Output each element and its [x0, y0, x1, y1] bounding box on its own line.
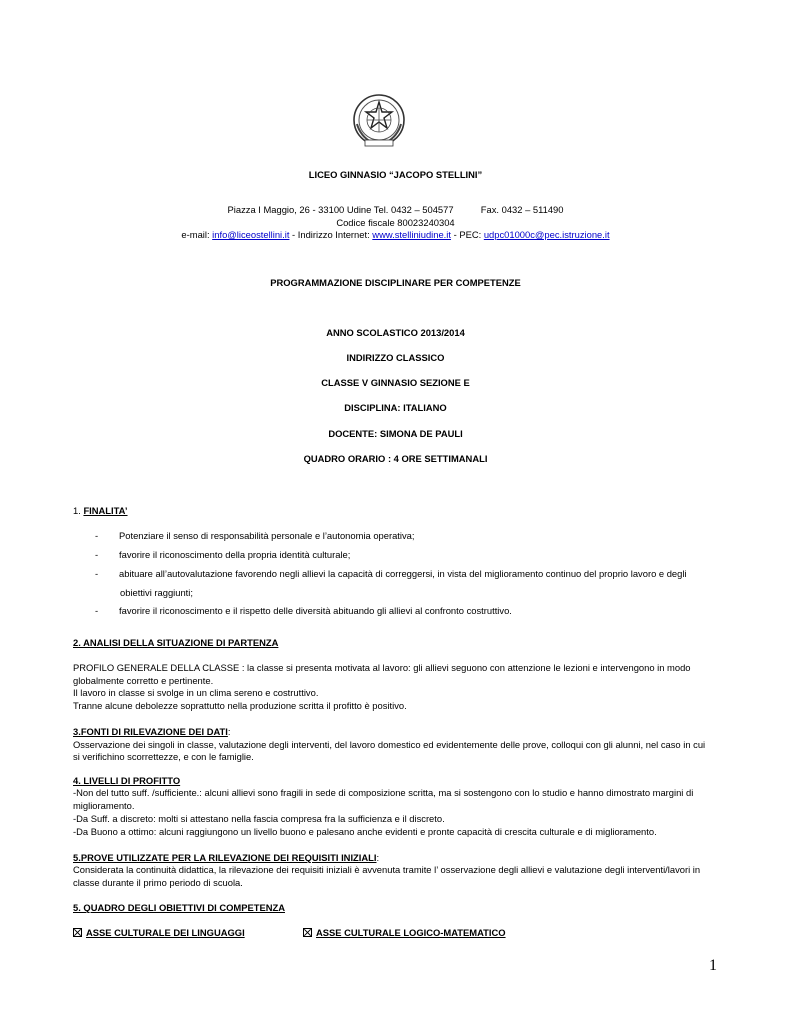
paragraph-line: -Da Suff. a discreto: molti si attestano nella fascia compresa fra la sufficienza e il discreto.	[73, 813, 445, 824]
school-year: ANNO SCOLASTICO 2013/2014	[326, 327, 465, 338]
paragraph-line: miglioramento.	[73, 800, 135, 811]
paragraph-line: Considerata la continuità didattica, la rilevazione dei requisiti iniziali è avvenuta tramite l’ osservazione degli allievi e valutazione degli interventi/lavori in	[73, 864, 701, 875]
section-livelli-heading: 4. LIVELLI DI PROFITTO	[73, 775, 181, 786]
section-fonti-heading: 3.FONTI DI RILEVAZIONE DEI DATI:	[73, 726, 231, 737]
paragraph-line: si verifichino scorrettezze, e con le famiglie.	[73, 751, 254, 762]
document-page: LICEO GINNASIO “JACOPO STELLINI” Piazza I Maggio, 26 - 33100 Udine Tel. 0432 – 504577 Fax. 0432 – 511490 Codice fiscale 80023240304 e-mail: info@liceostellini.it - Indirizzo Internet: www.stelliniudine.it - PEC: udpc01000c@pec.istruzione.it PROGRAMMAZIONE DISCIPLINARE PER COMPETENZE ANNO SCOLASTICO 2013/2014 INDIRIZZO CLASSICO CLASSE V GINNASIO SEZIONE E DISCIPLINA: ITALIANO DOCENTE: SIMONA DE PAULI QUADRO ORARIO : 4 ORE SETTIMANALI 1. FINALITA’ - Potenziare il senso di responsabilità personale e l’autonomia operativa; - favorire il riconoscimento della propria identità culturale; - abituare all’autovalutazione favorendo negli allievi la capacità di correggersi, in vista del miglioramento continuo del proprio lavoro e degli obiettivi raggiunti; - favorire il riconoscimento e il rispetto delle diversità abituando gli allievi al confronto costruttivo. 2. ANALISI DELLA SITUAZIONE DI PARTENZA PROFILO GENERALE DELLA CLASSE : la classe si presenta motivata al lavoro: gli allievi seguono con attenzione le lezioni e intervengono in modo globalmente corretto e pertinente. Il lavoro in classe si svolge in un clima sereno e costruttivo. Tranne alcune debolezze soprattutto nella produzione scritta il profitto è positivo. 3.FONTI DI RILEVAZIONE DEI DATI: Osservazione dei singoli in classe, valutazione degli interventi, del lavoro domestico ed evidentemente delle prove, colloqui con gli alunni, nel caso in cui si verifichino scorrettezze, e con le famiglie. 4. LIVELLI DI PROFITTO -Non del tutto suff. /sufficiente.: alcuni allievi sono fragili in sede di composizione scritta, ma si sostengono con lo studio e hanno dimostrato margini di miglioramento. -Da Suff. a discreto: molti si attestano nella fascia compresa fra la sufficienza e il discreto. -Da Buono a ottimo: alcuni raggiungono un livello buono e palesano anche evidenti e pronte capacità di crescita culturale e di miglioramento. 5.PROVE UTILIZZATE PER LA RILEVAZIONE DEI REQUISITI INIZIALI: Considerata la continuità didattica, la rilevazione dei requisiti iniziali è avvenuta tramite l’ osservazione degli allievi e valutazione degli interventi/lavori in classe durante il primo periodo di scuola. 5. QUADRO DEGLI OBIETTIVI DI COMPETENZA ASSE CULTURALE DEI LINGUAGGI ASSE CULTURALE LOGICO-MATEMATICO 1	[0, 0, 791, 1024]
paragraph-line: Tranne alcune debolezze soprattutto nella produzione scritta il profitto è positivo.	[73, 700, 407, 711]
page-number: 1	[709, 957, 717, 974]
checked-box-icon	[73, 928, 82, 937]
address: Piazza I Maggio, 26 - 33100 Udine Tel. 0432 – 504577	[227, 204, 454, 215]
email-label: e-mail:	[181, 229, 210, 240]
paragraph-line: PROFILO GENERALE DELLA CLASSE : la classe si presenta motivata al lavoro: gli allievi seguono con attenzione le lezioni e intervengono in modo	[73, 662, 691, 673]
paragraph-line: -Non del tutto suff. /sufficiente.: alcuni allievi sono fragili in sede di composizione scritta, ma si sostengono con lo studio e hanno dimostrato margini di	[73, 787, 694, 798]
fiscal-code: Codice fiscale 80023240304	[336, 217, 455, 228]
subject: DISCIPLINA: ITALIANO	[344, 402, 447, 413]
paragraph-line: classe durante il primo periodo di scuola.	[73, 877, 243, 888]
address-line	[0, 204, 791, 217]
document-title: PROGRAMMAZIONE DISCIPLINARE PER COMPETENZE	[270, 277, 521, 288]
section-quadro-heading: 5. QUADRO DEGLI OBIETTIVI DI COMPETENZA	[73, 902, 285, 913]
section-analisi-heading: 2. ANALISI DELLA SITUAZIONE DI PARTENZA	[73, 637, 279, 648]
section-finalita-heading	[73, 505, 718, 518]
class-section: CLASSE V GINNASIO SEZIONE E	[321, 377, 470, 388]
internet-label: - Indirizzo Internet:	[292, 229, 370, 240]
website-link[interactable]: www.stelliniudine.it	[372, 229, 451, 240]
teacher: DOCENTE: SIMONA DE PAULI	[328, 428, 463, 439]
asse-logico-matematico: ASSE CULTURALE LOGICO-MATEMATICO	[303, 927, 603, 940]
paragraph-line: globalmente corretto e pertinente.	[73, 675, 214, 686]
republic-emblem-logo	[349, 90, 409, 152]
paragraph-line: Il lavoro in classe si svolge in un clima sereno e costruttivo.	[73, 687, 319, 698]
paragraph-line: Osservazione dei singoli in classe, valutazione degli interventi, del lavoro domestico ed evidentemente delle prove, colloqui con gli alunni, nel caso in cui	[73, 739, 706, 750]
section-title: FINALITA’	[83, 505, 128, 516]
email-link[interactable]: info@liceostellini.it	[212, 229, 290, 240]
section-number: 1.	[73, 505, 81, 516]
contacts-line	[0, 229, 791, 242]
fax: Fax. 0432 – 511490	[480, 204, 564, 215]
section-prove-heading: 5.PROVE UTILIZZATE PER LA RILEVAZIONE DEI REQUISITI INIZIALI:	[73, 852, 380, 863]
checked-box-icon	[303, 928, 312, 937]
pec-link[interactable]: udpc01000c@pec.istruzione.it	[483, 229, 610, 240]
weekly-hours: QUADRO ORARIO : 4 ORE SETTIMANALI	[303, 453, 488, 464]
asse-linguaggi: ASSE CULTURALE DEI LINGUAGGI	[73, 927, 718, 940]
paragraph-line: -Da Buono a ottimo: alcuni raggiungono un livello buono e palesano anche evidenti e pronte capacità di crescita culturale e di miglioramento.	[73, 826, 657, 837]
track: INDIRIZZO CLASSICO	[346, 352, 445, 363]
pec-label: - PEC:	[453, 229, 482, 240]
school-name: LICEO GINNASIO “JACOPO STELLINI”	[308, 169, 483, 180]
